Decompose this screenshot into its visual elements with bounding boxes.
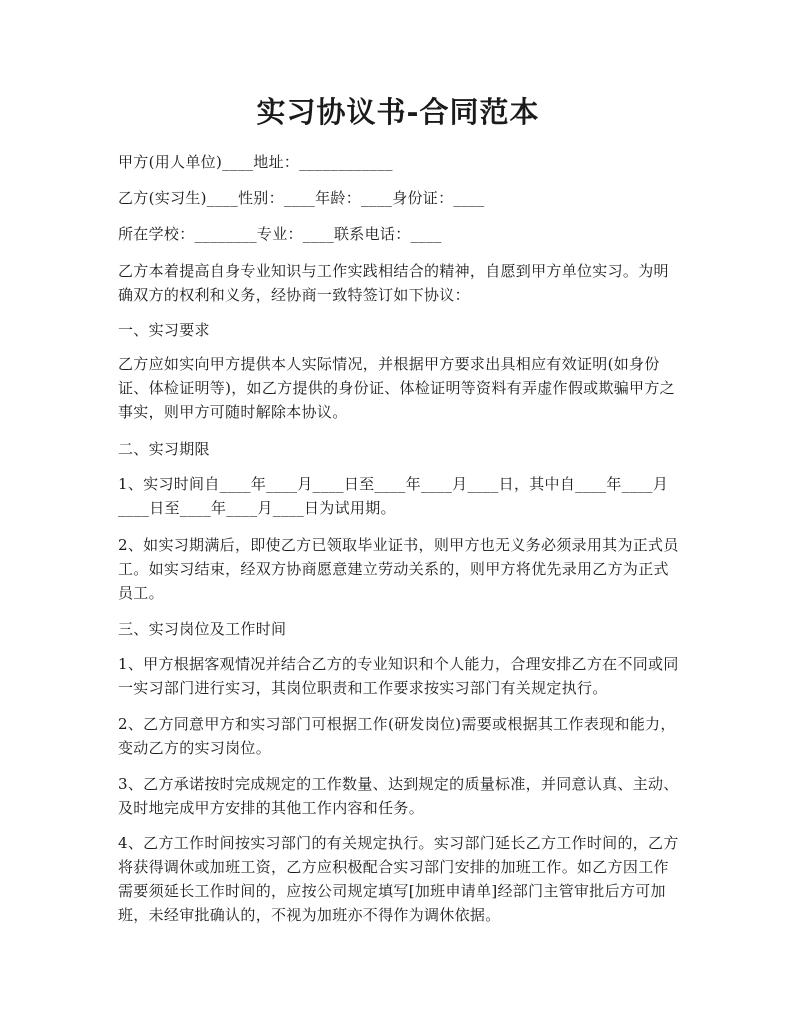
- section-heading-position: 三、实习岗位及工作时间: [118, 620, 287, 638]
- position-clause-4: 4、乙方工作时间按实习部门的有关规定执行。实习部门延长乙方工作时间的，乙方将获得调休或加班工资，乙方应积极配合实习部门安排的加班工作。如乙方因工作需要须延长工作时间的，应按公司规定填写[加班申请单]经部门主管审批后方可加班，未经审批确认的，不视为加班亦不得作为调休依据。: [118, 834, 679, 924]
- section-heading-period: 二、实习期限: [118, 440, 210, 458]
- position-clause-1: 1、甲方根据客观情况并结合乙方的专业知识和个人能力，合理安排乙方在不同或同一实习部门进行实习，其岗位职责和工作要求按实习部门有关规定执行。: [118, 655, 679, 697]
- document-title: 实习协议书-合同范本: [256, 95, 540, 129]
- requirements-paragraph: 乙方应如实向甲方提供本人实际情况，并根据甲方要求出具相应有效证明(如身份证、体检证明等)，如乙方提供的身份证、体检证明等资料有弄虚作假或欺骗甲方之事实，则甲方可随时解除本协议。: [118, 355, 675, 421]
- intro-paragraph: 乙方本着提高自身专业知识与工作实践相结合的精神，自愿到甲方单位实习。为明确双方的权利和义务，经协商一致特签订如下协议：: [118, 262, 669, 304]
- section-heading-requirements: 一、实习要求: [118, 321, 210, 339]
- position-clause-2: 2、乙方同意甲方和实习部门可根据工作(研发岗位)需要或根据其工作表现和能力，变动乙方的实习岗位。: [118, 715, 676, 757]
- party-a-line: 甲方(用人单位)____地址：____________: [118, 153, 393, 171]
- position-clause-3: 3、乙方承诺按时完成规定的工作数量、达到规定的质量标准，并同意认真、主动、及时地完成甲方安排的其他工作内容和任务。: [118, 775, 679, 817]
- party-b-line: 乙方(实习生)____性别：____年龄：____身份证：____: [118, 189, 485, 207]
- school-line: 所在学校：________专业：____联系电话：____: [118, 225, 442, 243]
- period-clause-2: 2、如实习期满后，即使乙方已领取毕业证书，则甲方也无义务必须录用其为正式员工。如实习结束，经双方协商愿意建立劳动关系的，则甲方将优先录用乙方为正式员工。: [118, 536, 679, 602]
- period-clause-1: 1、实习时间自____年____月____日至____年____月____日，其中自____年____月____日至____年____月____日为试用期。: [118, 475, 669, 517]
